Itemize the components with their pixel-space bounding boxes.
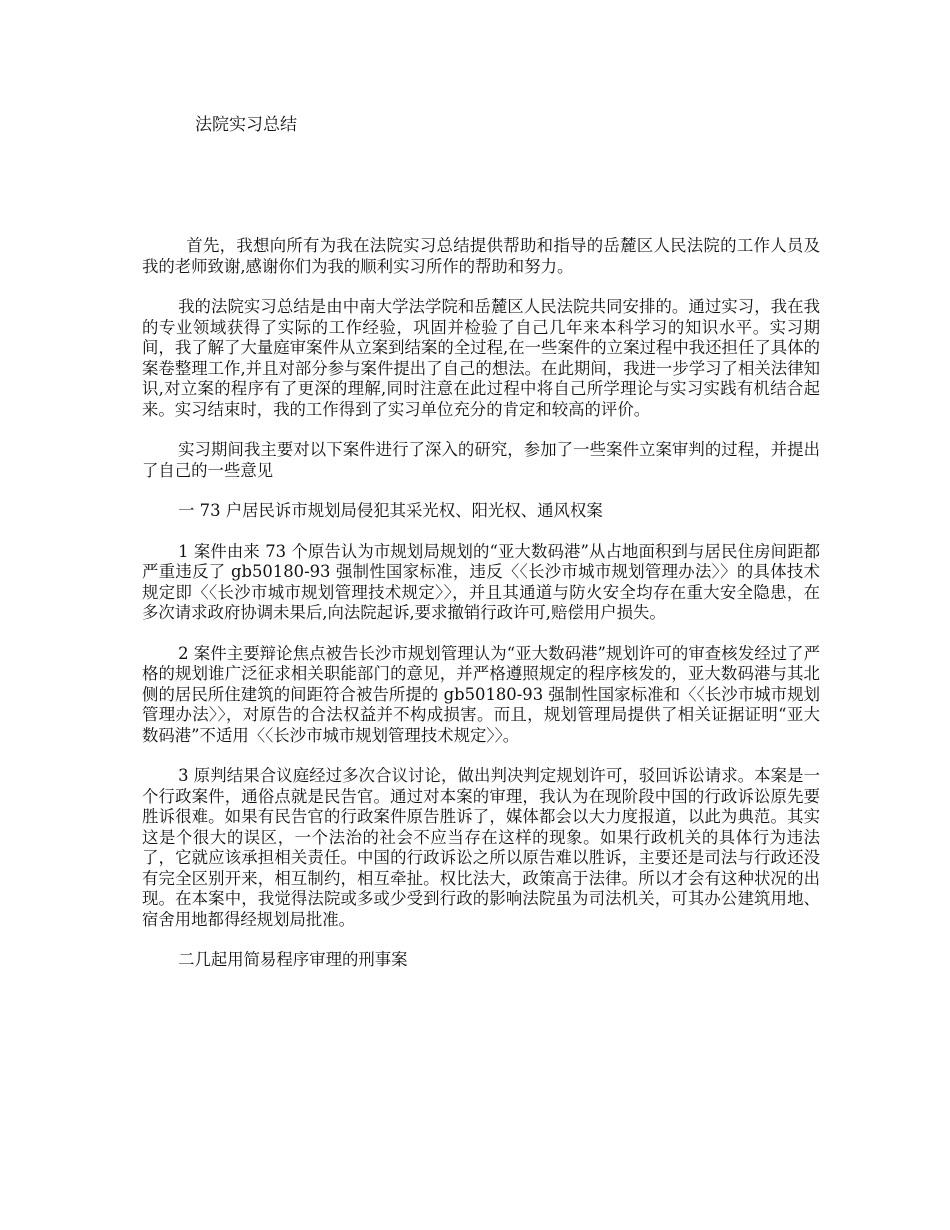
case-two-heading: 二几起用简易程序审理的刑事案 bbox=[178, 950, 408, 969]
case-one-origin: 1 案件由来 73 个原告认为市规划局规划的“亚大数码港”从占地面积到与居民住房间距都严重违反了 gb50180-93 强制性国家标准，违反〈〈长沙市城市规划管理办法〉〉的具体技术规定即〈〈长沙市城市规划管理技术规定〉〉，并且其通道与防火安全均存在重大安全隐患，在多次请求政府协调未果后,向法院起诉,要求撤销行政许可,赔偿用户损失。 bbox=[142, 541, 820, 622]
document-body bbox=[142, 236, 820, 991]
case-one-judgment: 3 原判结果合议庭经过多次合议讨论，做出判决判定规划许可，驳回诉讼请求。本案是一个行政案件，通俗点就是民告官。通过对本案的审理，我认为在现阶段中国的行政诉讼原先要胜诉很难。如果有民告官的行政案件原告胜诉了，媒体都会以大力度报道，以此为典范。其实这是个很大的误区，一个法治的社会不应当存在这样的现象。如果行政机关的具体行为违法了，它就应该承担相关责任。中国的行政诉讼之所以原告难以胜诉，主要还是司法与行政还没有完全区别开来，相互制约，相互牵扯。权比法大，政策高于法律。所以才会有这种状况的出现。在本案中，我觉得法院或多或少受到行政的影响法院虽为司法机关，可其办公建筑用地、宿舍用地都得经规划局批准。 bbox=[142, 766, 820, 929]
document-title: 法院实习总结 bbox=[195, 115, 297, 135]
case-one-debate: 2 案件主要辩论焦点被告长沙市规划管理认为“亚大数码港”规划许可的审查核发经过了严格的规划谁广泛征求相关职能部门的意见，并严格遵照规定的程序核发的，亚大数码港与其北侧的居民所住建筑的间距符合被告所提的 gb50180-93 强制性国家标准和〈〈长沙市城市规划管理办法〉〉，对原告的合法权益并不构成损害。而且，规划管理局提供了相关证据证明“亚大数码港”不适用〈〈长沙市城市规划管理技术规定〉〉。 bbox=[142, 643, 820, 745]
paragraph-internship-overview: 我的法院实习总结是由中南大学法学院和岳麓区人民法院共同安排的。通过实习，我在我的专业领域获得了实际的工作经验，巩固并检验了自己几年来本科学习的知识水平。实习期间，我了解了大量庭审案件从立案到结案的全过程,在一些案件的立案过程中我还担任了具体的案卷整理工作,并且对部分参与案件提出了自己的想法。在此期间，我进一步学习了相关法律知识,对立案的程序有了更深的理解,同时注意在此过程中将自己所学理论与实习实践有机结合起来。实习结束时，我的工作得到了实习单位充分的肯定和较高的评价。 bbox=[142, 297, 820, 419]
paragraph-case-intro: 实习期间我主要对以下案件进行了深入的研究，参加了一些案件立案审判的过程，并提出了自己的一些意见 bbox=[142, 440, 820, 480]
paragraph-acknowledgement: 首先，我想向所有为我在法院实习总结提供帮助和指导的岳麓区人民法院的工作人员及我的老师致谢,感谢你们为我的顺利实习所作的帮助和努力。 bbox=[142, 236, 820, 276]
case-one-heading: 一 73 户居民诉市规划局侵犯其采光权、阳光权、通风权案 bbox=[178, 501, 603, 520]
